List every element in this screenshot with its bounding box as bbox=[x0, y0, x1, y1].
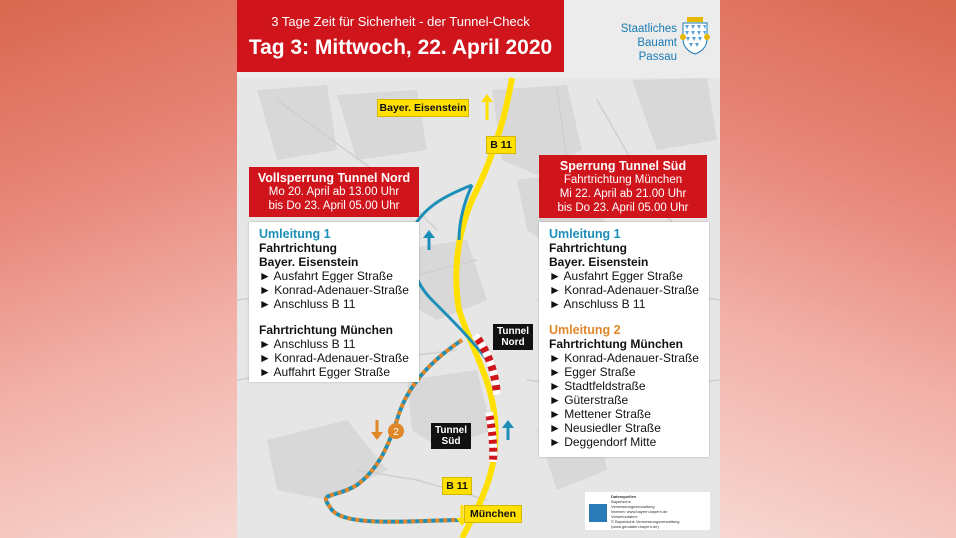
closure-north-title: Vollsperrung Tunnel Nord bbox=[257, 171, 411, 185]
left-dir1-line1: Fahrtrichtung bbox=[259, 241, 337, 255]
data-source-text bbox=[611, 494, 708, 529]
data-source-logo-icon bbox=[589, 504, 607, 522]
right-dir2-step: ► Stadtfeldstraße bbox=[549, 379, 646, 393]
agency-name: Staatliches Bauamt bbox=[620, 23, 677, 49]
label-bayer-eisenstein: Bayer. Eisenstein bbox=[377, 99, 469, 117]
closure-south-box bbox=[539, 155, 707, 218]
detour-poster bbox=[237, 0, 720, 538]
left-detour-panel bbox=[249, 222, 419, 382]
right-detour-panel bbox=[539, 222, 709, 457]
right-dir2-step: ► Güterstraße bbox=[549, 393, 629, 407]
left-dir1-step: ► Anschluss B 11 bbox=[259, 297, 356, 311]
right-route1-title: Umleitung 1 bbox=[549, 227, 621, 241]
data-source-line: Internet: www.bayern.bayern.de bbox=[611, 509, 668, 514]
label-tunnel-sued: Tunnel Süd bbox=[431, 423, 471, 449]
poster-subtitle: 3 Tage Zeit für Sicherheit - der Tunnel-Check bbox=[271, 14, 530, 29]
left-dir2-step: ► Konrad-Adenauer-Straße bbox=[259, 351, 409, 365]
background-right bbox=[720, 0, 956, 538]
closure-south-title: Sperrung Tunnel Süd bbox=[559, 159, 687, 173]
left-dir2-title: Fahrtrichtung München bbox=[259, 323, 393, 337]
data-source-line: Bayerische bbox=[611, 499, 631, 504]
right-dir2-step: ► Deggendorf Mitte bbox=[549, 435, 657, 449]
right-dir2-step: ► Neusiedler Straße bbox=[549, 421, 661, 435]
background-left bbox=[0, 0, 237, 538]
closure-south-line3: bis Do 23. April 05.00 Uhr bbox=[557, 202, 689, 214]
route2-marker-label: 2 bbox=[393, 427, 399, 438]
data-source-heading: Datenquellen bbox=[611, 494, 637, 499]
left-dir1-step: ► Konrad-Adenauer-Straße bbox=[259, 283, 409, 297]
left-dir2-step: ► Auffahrt Egger Straße bbox=[259, 365, 391, 379]
left-dir1-line2: Bayer. Eisenstein bbox=[259, 255, 359, 269]
label-b11-top: B 11 bbox=[486, 136, 516, 154]
right-dir1-line2: Bayer. Eisenstein bbox=[549, 255, 649, 269]
label-muenchen: München bbox=[464, 505, 522, 523]
closure-south-line2: Mi 22. April ab 21.00 Uhr bbox=[559, 188, 687, 200]
left-dir1-step: ► Ausfahrt Egger Straße bbox=[259, 269, 393, 283]
poster-title: Tag 3: Mittwoch, 22. April 2020 bbox=[248, 36, 553, 59]
label-b11-bottom: B 11 bbox=[442, 477, 472, 495]
label-tunnel-nord: Tunnel Nord bbox=[493, 324, 533, 350]
right-dir1-step: ► Anschluss B 11 bbox=[549, 297, 646, 311]
data-source-box bbox=[585, 492, 710, 530]
right-dir2-title: Fahrtrichtung München bbox=[549, 337, 683, 351]
bavarian-crest-icon bbox=[679, 15, 711, 55]
closure-north-line1: Mo 20. April ab 13.00 Uhr bbox=[268, 186, 400, 198]
right-dir1-step: ► Konrad-Adenauer-Straße bbox=[549, 283, 699, 297]
right-dir1-step: ► Ausfahrt Egger Straße bbox=[549, 269, 683, 283]
right-route2-title: Umleitung 2 bbox=[549, 323, 621, 337]
right-dir2-step: ► Mettener Straße bbox=[549, 407, 651, 421]
agency-city: Passau bbox=[638, 51, 677, 63]
right-dir1-line1: Fahrtrichtung bbox=[549, 241, 627, 255]
left-route1-title: Umleitung 1 bbox=[259, 227, 331, 241]
data-source-line: Verkehrsdaten: bbox=[611, 514, 638, 519]
closure-south-line1: Fahrtrichtung München bbox=[563, 174, 683, 186]
agency-logo-text bbox=[587, 22, 677, 64]
right-dir2-step: ► Konrad-Adenauer-Straße bbox=[549, 351, 699, 365]
closure-north-box bbox=[249, 167, 419, 217]
data-source-line: © Bayerische Vermessungsverwaltung (www.geodaten.bayern.de) bbox=[611, 519, 680, 529]
right-dir2-step: ► Egger Straße bbox=[549, 365, 636, 379]
title-banner bbox=[237, 0, 564, 72]
left-dir2-step: ► Anschluss B 11 bbox=[259, 337, 356, 351]
closure-north-line2: bis Do 23. April 05.00 Uhr bbox=[268, 200, 400, 212]
data-source-line: Vermessungsverwaltung bbox=[611, 504, 655, 509]
